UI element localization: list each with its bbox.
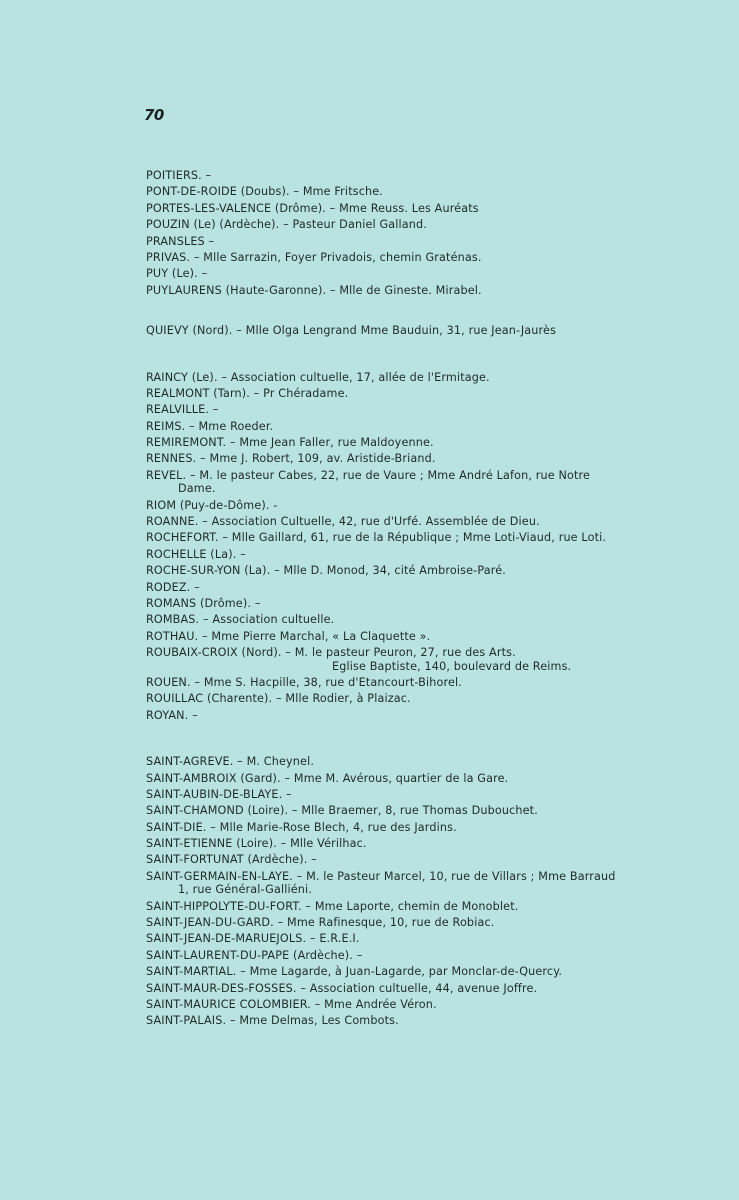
entry-rouillac: ROUILLAC (Charente). – Mlle Rodier, à Plaizac. <box>146 692 411 706</box>
entry-reims: REIMS. – Mme Roeder. <box>146 419 274 433</box>
entry-saint-die: SAINT-DIE. – Mlle Marie-Rose Blech, 4, rue des Jardins. <box>146 820 457 834</box>
entry-saint-aubin-de-blaye: SAINT-AUBIN-DE-BLAYE. – <box>146 787 292 801</box>
entry-rouen: ROUEN. – Mme S. Hacpille, 38, rue d'Etancourt-Bihorel. <box>146 675 462 689</box>
directory-listing <box>146 168 676 1030</box>
entry-pouzin: POUZIN (Le) (Ardèche). – Pasteur Daniel Galland. <box>146 218 427 232</box>
entry-rothau: ROTHAU. – Mme Pierre Marchal, « La Claquette ». <box>146 629 431 643</box>
entry-saint-ambroix: SAINT-AMBROIX (Gard). – Mme M. Avérous, quartier de la Gare. <box>146 771 509 785</box>
entry-puy: PUY (Le). – <box>146 267 208 281</box>
entry-revel: REVEL. – M. le pasteur Cabes, 22, rue de Vaure ; Mme André Lafon, rue Notre <box>146 468 591 482</box>
entry-saint-etienne: SAINT-ETIENNE (Loire). – Mlle Vérilhac. <box>146 837 367 851</box>
entry-rochelle: ROCHELLE (La). – <box>146 547 246 561</box>
entry-rochefort: ROCHEFORT. – Mlle Gaillard, 61, rue de la République ; Mme Loti-Viaud, rue Loti. <box>146 531 607 545</box>
entry-saint-maurice-colombier: SAINT-MAURICE COLOMBIER. – Mme Andrée Véron. <box>146 997 437 1011</box>
entry-saint-palais: SAINT-PALAIS. – Mme Delmas, Les Combots. <box>146 1014 399 1028</box>
entry-saint-martial: SAINT-MARTIAL. – Mme Lagarde, à Juan-Lagarde, par Monclar-de-Quercy. <box>146 965 563 979</box>
entry-quievy: QUIEVY (Nord). – Mlle Olga Lengrand Mme Bauduin, 31, rue Jean-Jaurès <box>146 324 557 338</box>
entry-rombas: ROMBAS. – Association cultuelle. <box>146 613 335 627</box>
entry-saint-germain-en-laye-continued: 1, rue Général-Galliéni. <box>178 883 312 897</box>
entry-saint-laurent-du-pape: SAINT-LAURENT-DU-PAPE (Ardèche). – <box>146 948 363 962</box>
entry-portes-les-valence: PORTES-LES-VALENCE (Drôme). – Mme Reuss. Les Auréats <box>146 201 479 215</box>
entry-poitiers: POITIERS. – <box>146 169 212 182</box>
entry-riom: RIOM (Puy-de-Dôme). - <box>146 498 278 512</box>
entry-roche-sur-yon: ROCHE-SUR-YON (La). – Mlle D. Monod, 34, cité Ambroise-Paré. <box>146 564 506 578</box>
entry-realmont: REALMONT (Tarn). – Pr Chéradame. <box>146 386 349 400</box>
entry-saint-chamond: SAINT-CHAMOND (Loire). – Mlle Braemer, 8, rue Thomas Dubouchet. <box>146 804 538 818</box>
entry-pransles: PRANSLES – <box>146 234 215 248</box>
entry-pont-de-roide: PONT-DE-ROIDE (Doubs). – Mme Fritsche. <box>146 185 383 199</box>
entry-romans: ROMANS (Drôme). – <box>146 596 261 610</box>
entry-privas: PRIVAS. – Mlle Sarrazin, Foyer Privadois, chemin Graténas. <box>146 250 482 264</box>
entry-raincy: RAINCY (Le). – Association cultuelle, 17, allée de l'Ermitage. <box>146 370 490 384</box>
entry-royan: ROYAN. – <box>146 708 198 722</box>
entry-roanne: ROANNE. – Association Cultuelle, 42, rue d'Urfé. Assemblée de Dieu. <box>146 515 540 529</box>
entry-saint-hippolyte-du-fort: SAINT-HIPPOLYTE-DU-FORT. – Mme Laporte, chemin de Monoblet. <box>146 899 519 913</box>
entry-saint-fortunat: SAINT-FORTUNAT (Ardèche). – <box>146 853 317 867</box>
entry-revel-continued: Dame. <box>178 482 216 496</box>
entry-saint-maur-des-fosses: SAINT-MAUR-DES-FOSSES. – Association cultuelle, 44, avenue Joffre. <box>146 981 538 995</box>
entry-saint-germain-en-laye: SAINT-GERMAIN-EN-LAYE. – M. le Pasteur Marcel, 10, rue de Villars ; Mme Barraud <box>146 869 616 883</box>
entry-roubaix-croix-continued: Eglise Baptiste, 140, boulevard de Reims. <box>332 659 572 673</box>
entry-puylaurens: PUYLAURENS (Haute-Garonne). – Mlle de Gineste. Mirabel. <box>146 283 482 297</box>
entry-rennes: RENNES. – Mme J. Robert, 109, av. Aristide-Briand. <box>146 452 436 466</box>
entry-saint-jean-de-maruejols: SAINT-JEAN-DE-MARUEJOLS. – E.R.E.I. <box>146 932 360 946</box>
entry-saint-jean-du-gard: SAINT-JEAN-DU-GARD. – Mme Rafinesque, 10, rue de Robiac. <box>146 916 495 930</box>
entry-roubaix-croix: ROUBAIX-CROIX (Nord). – M. le pasteur Peuron, 27, rue des Arts. <box>146 646 516 660</box>
page-number: 70 <box>144 106 164 124</box>
entry-realville: REALVILLE. – <box>146 403 219 417</box>
entry-remiremont: REMIREMONT. – Mme Jean Faller, rue Maldoyenne. <box>146 436 434 450</box>
entry-rodez: RODEZ. – <box>146 580 200 594</box>
entry-saint-agreve: SAINT-AGREVE. – M. Cheynel. <box>146 755 315 769</box>
